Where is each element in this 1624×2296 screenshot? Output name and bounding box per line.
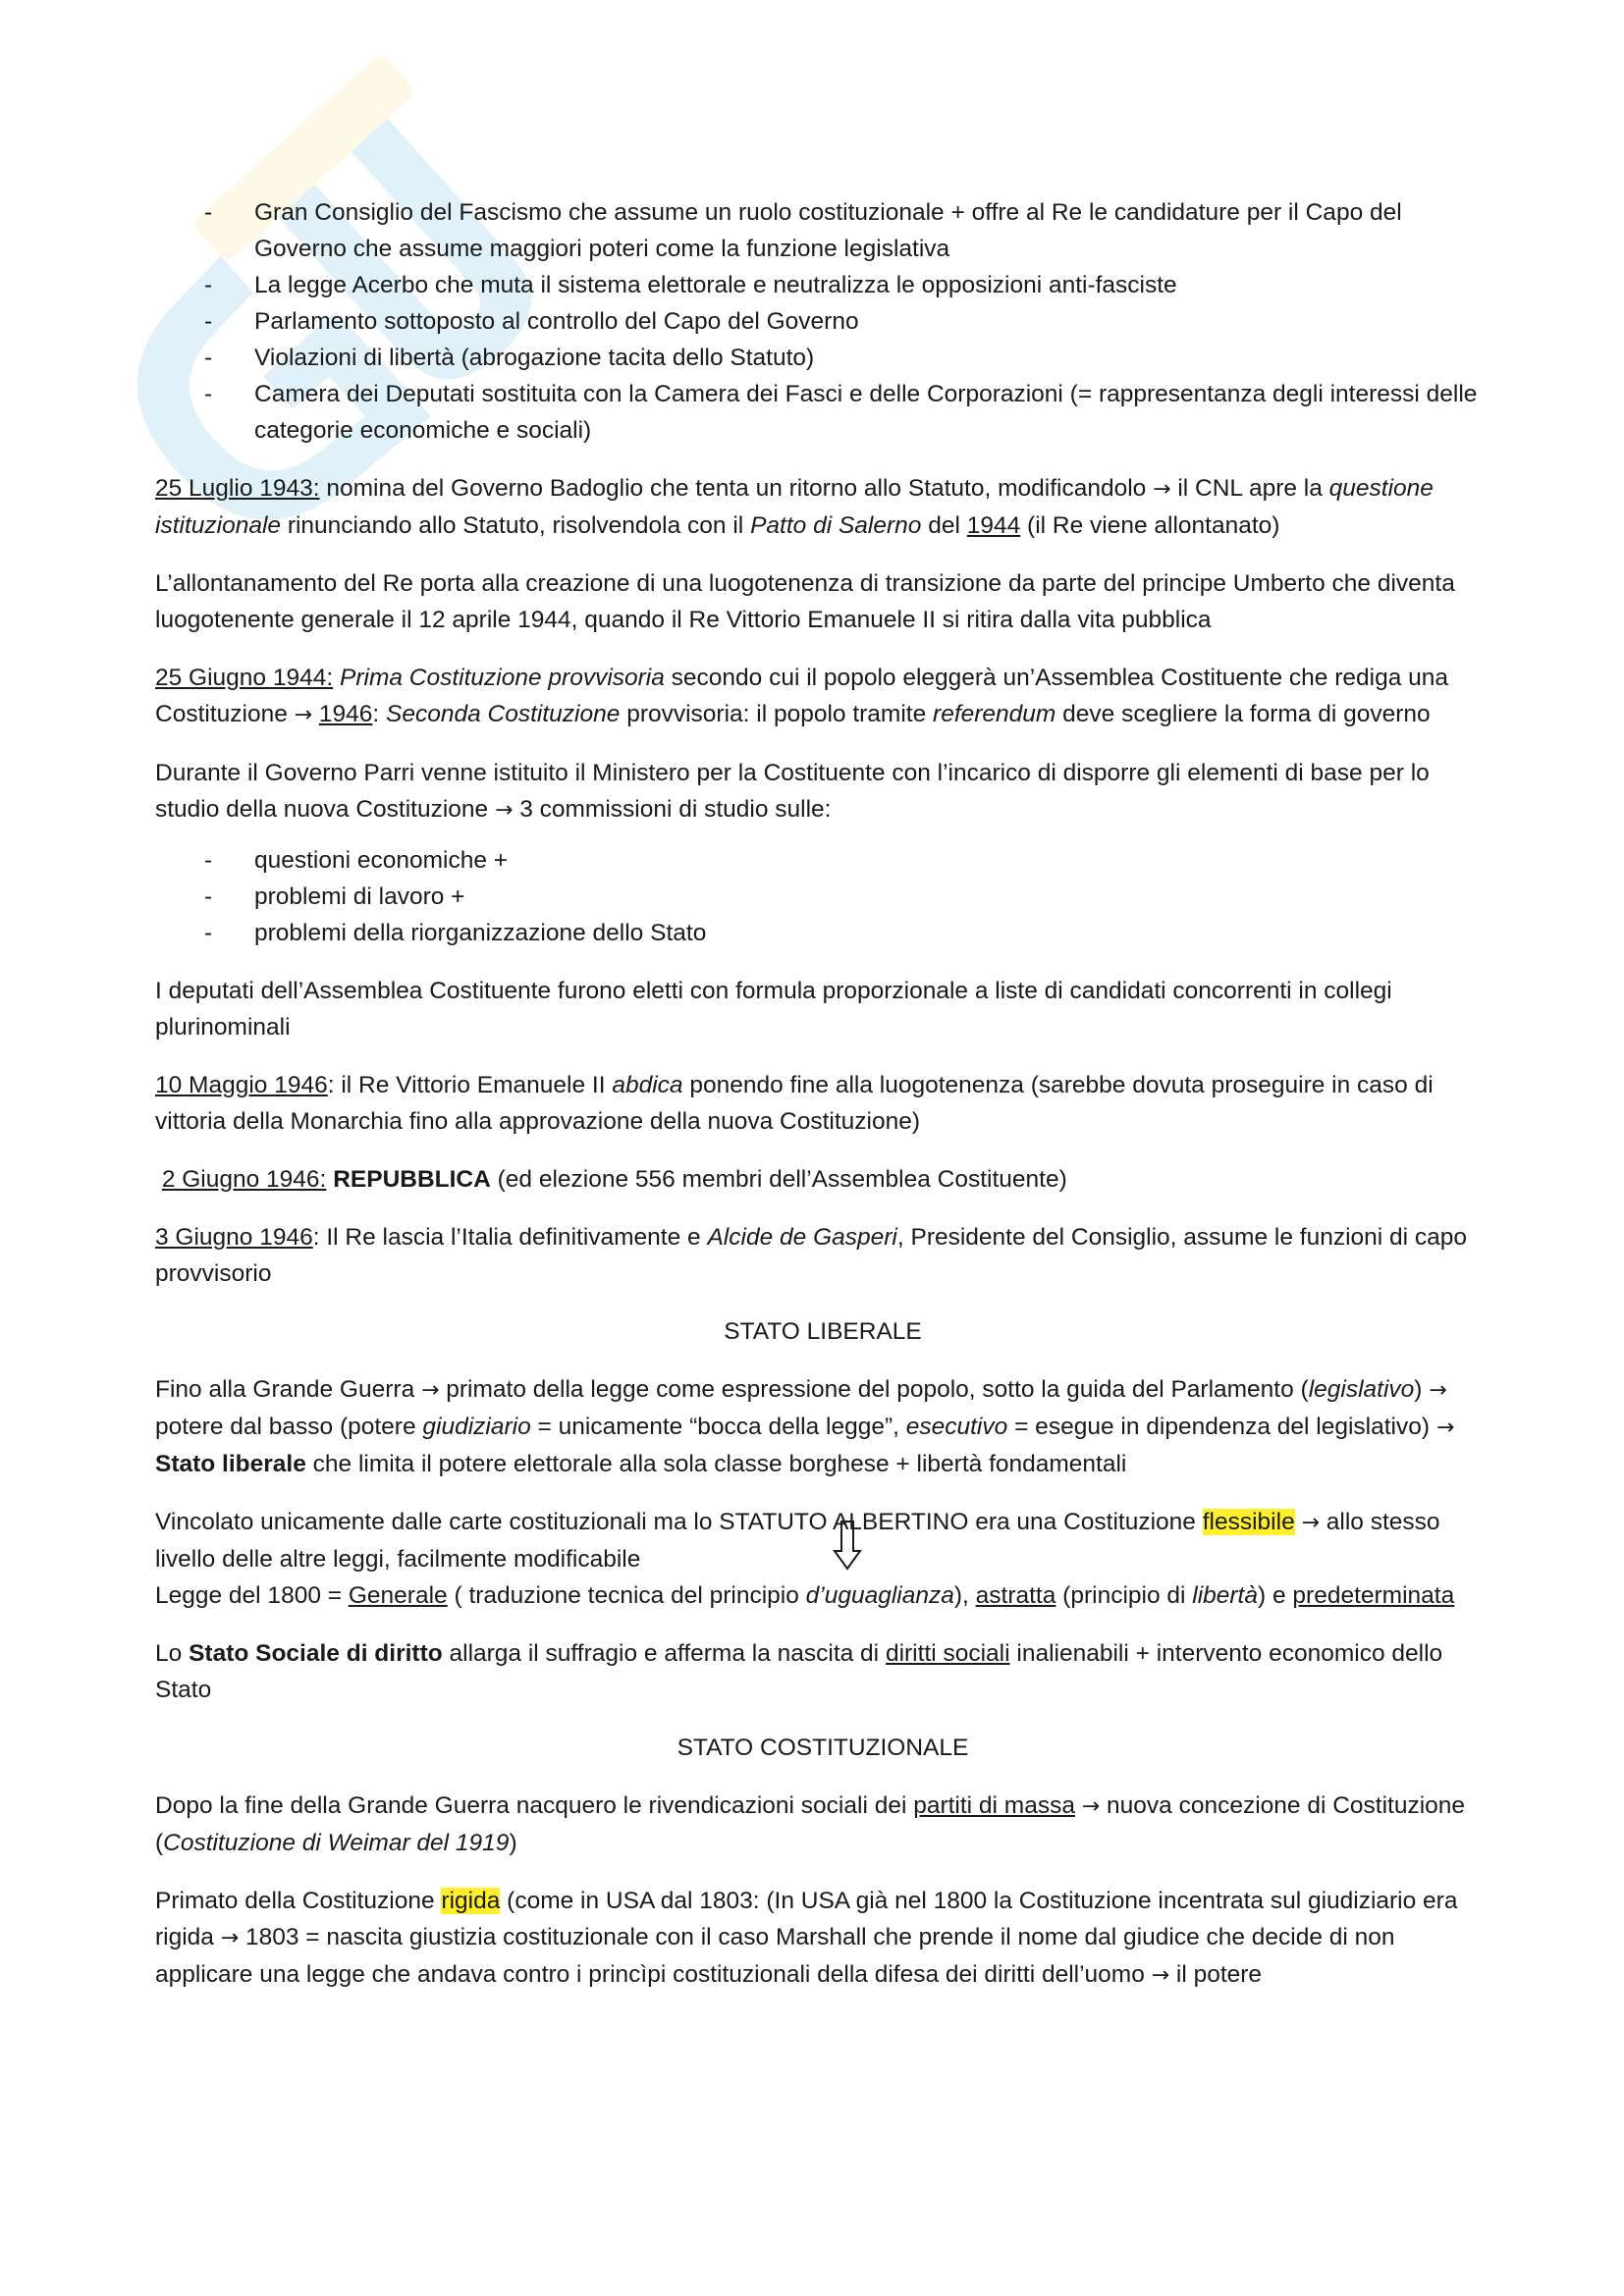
arrow-right-icon: →: [220, 1926, 240, 1950]
arrow-right-icon: →: [1301, 1511, 1320, 1535]
paragraph-statuto-albertino: Vincolato unicamente dalle carte costituzionali ma lo STATUTO ALBERTINO era una Costituzione flessibile → allo stesso livello delle altre leggi, facilmente modificabile Legge del 1800 = Generale ( traduzione tecnica del principio d’uguaglianza), astratta (principio di libertà) e predeterminata: [155, 1509, 1455, 1609]
arrow-right-icon: →: [294, 703, 313, 727]
arrow-right-icon: →: [1435, 1415, 1455, 1440]
list-item: - problemi della riorganizzazione dello Stato: [204, 920, 707, 946]
list-item: - Gran Consiglio del Fascismo che assume un ruolo costituzionale + offre al Re le candidature per il Capo del Governo che assume maggiori poteri come la funzione legislativa: [204, 199, 1402, 262]
paragraph-stato-sociale: Lo Stato Sociale di diritto allarga il suffragio e afferma la nascita di diritti sociali inalienabili + intervento economico dello Stato: [155, 1640, 1443, 1703]
list-item: - problemi di lavoro +: [204, 883, 465, 910]
paragraph-costituzione-rigida: Primato della Costituzione rigida (come in USA dal 1803: (In USA già nel 1800 la Costituzione incentrata sul giudiziario era rigida → 1803 = nascita giustizia costituzionale con il caso Marshall che prende il nome dal giudice che decide di non applicare una legge che andava contro i princìpi costituzionali della difesa dei diritti dell’uomo → il potere: [155, 1888, 1458, 1988]
paragraph-partiti-di-massa: Dopo la fine della Grande Guerra nacquero le rivendicazioni sociali dei partiti di massa → nuova concezione di Costituzione (Costituzione di Weimar del 1919): [155, 1792, 1466, 1856]
paragraph-grande-guerra: Fino alla Grande Guerra → primato della legge come espressione del popolo, sotto la guida del Parlamento (legislativo) → potere dal basso (potere giudiziario = unicamente “bocca della legge”, esecutivo = esegue in dipendenza del legislativo) → Stato liberale che limita il potere elettorale alla sola classe borghese + libertà fondamentali: [155, 1376, 1455, 1477]
paragraph-deputati: I deputati dell’Assemblea Costituente furono eletti con formula proporzionale a liste di candidati concorrenti in collegi plurinominali: [155, 978, 1392, 1041]
section-heading-stato-costituzionale: STATO COSTITUZIONALE: [677, 1735, 969, 1761]
down-arrow-icon: [833, 1520, 862, 1571]
arrow-right-icon: →: [1151, 1963, 1170, 1988]
list-item: - Violazioni di libertà (abrogazione tacita dello Statuto): [204, 345, 815, 371]
list-item: - La legge Acerbo che muta il sistema elettorale e neutralizza le opposizioni anti-fasciste: [204, 272, 1177, 298]
list-item: - questioni economiche +: [204, 847, 509, 874]
arrow-right-icon: →: [1153, 477, 1171, 502]
document-body: [155, 194, 1490, 2015]
paragraph-costituzione-provvisoria: 25 Giugno 1944: Prima Costituzione provvisoria secondo cui il popolo eleggerà un’Assemblea Costituente che rediga una Costituzione → 1946: Seconda Costituzione provvisoria: il popolo tramite referendum deve scegliere la forma di governo: [155, 665, 1449, 727]
paragraph-luogotenenza: L’allontanamento del Re porta alla creazione di una luogotenenza di transizione da parte del principe Umberto che diventa luogotenente generale il 12 aprile 1944, quando il Re Vittorio Emanuele II si ritira dalla vita pubblica: [155, 570, 1455, 633]
arrow-right-icon: →: [1081, 1794, 1101, 1819]
paragraph-abdicazione: 10 Maggio 1946: il Re Vittorio Emanuele II abdica ponendo fine alla luogotenenza (sarebbe dovuta proseguire in caso di vittoria della Monarchia fino alla approvazione della nuova Costituzione): [155, 1072, 1434, 1135]
paragraph-governo-parri: Durante il Governo Parri venne istituito il Ministero per la Costituente con l’incarico di disporre gli elementi di base per lo studio della nuova Costituzione → 3 commissioni di studio sulle:: [155, 760, 1430, 823]
commissions-bullet-list: [155, 842, 1490, 951]
paragraph-badoglio: 25 Luglio 1943: nomina del Governo Badoglio che tenta un ritorno allo Statuto, modificandolo → il CNL apre la questione istituzionale rinunciando allo Statuto, risolvendola con il Patto di Salerno del 1944 (il Re viene allontanato): [155, 475, 1434, 539]
section-heading-stato-liberale: STATO LIBERALE: [724, 1318, 922, 1345]
paragraph-de-gasperi: 3 Giugno 1946: Il Re lascia l’Italia definitivamente e Alcide de Gasperi, Presidente del Consiglio, assume le funzioni di capo provvisorio: [155, 1224, 1468, 1287]
arrow-right-icon: →: [494, 798, 514, 823]
arrow-right-icon: →: [421, 1378, 440, 1403]
paragraph-repubblica: 2 Giugno 1946: REPUBBLICA (ed elezione 556 membri dell’Assemblea Costituente): [161, 1166, 1067, 1193]
arrow-right-icon: →: [1429, 1378, 1447, 1403]
list-item: - Parlamento sottoposto al controllo del Capo del Governo: [204, 308, 859, 335]
list-item: - Camera dei Deputati sostituita con la Camera dei Fasci e delle Corporazioni (= rappresentanza degli interessi delle categorie economiche e sociali): [204, 381, 1478, 444]
fascism-bullet-list: [155, 194, 1490, 449]
